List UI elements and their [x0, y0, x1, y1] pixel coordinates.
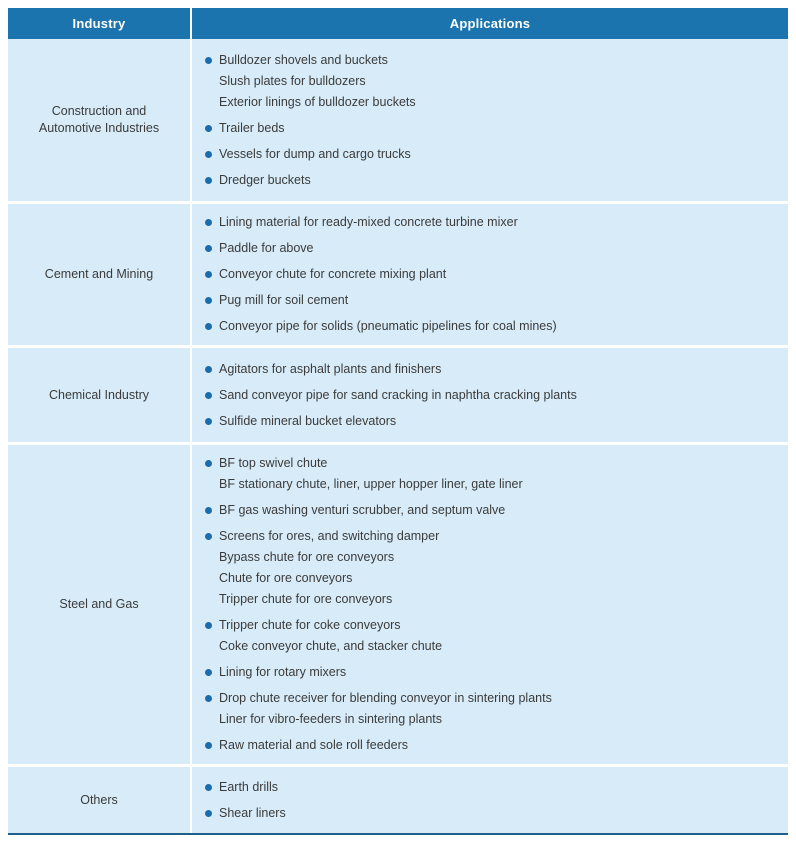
application-text: Tripper chute for ore conveyors [219, 592, 393, 606]
application-item [205, 547, 778, 568]
bullet-icon [205, 742, 212, 749]
bullet-icon [205, 323, 212, 330]
bullet-icon [205, 177, 212, 184]
application-group [205, 170, 778, 191]
application-item [205, 71, 778, 92]
bullet-icon [205, 297, 212, 304]
bullet-icon [205, 622, 212, 629]
application-text: Dredger buckets [219, 172, 311, 187]
bullet-icon [205, 460, 212, 467]
application-item [205, 316, 778, 337]
application-text: BF gas washing venturi scrubber, and septum valve [219, 503, 506, 517]
bullet-icon [205, 245, 212, 252]
applications-cell [190, 204, 788, 345]
application-item [205, 92, 778, 113]
indent-spacer [205, 557, 219, 558]
application-item [205, 709, 778, 730]
application-item [205, 290, 778, 311]
application-group [205, 500, 778, 521]
application-text: Tripper chute for coke conveyors [219, 618, 401, 632]
application-text: Conveyor chute for concrete mixing plant [219, 267, 447, 281]
application-group [205, 688, 778, 730]
application-item [205, 474, 778, 495]
bullet-icon [205, 271, 212, 278]
bottom-rule [8, 833, 788, 835]
header-applications-label: Applications [449, 16, 531, 31]
application-text: Bypass chute for ore conveyors [219, 550, 395, 564]
application-text: Agitators for asphalt plants and finishers [219, 361, 442, 376]
application-text: Lining for rotary mixers [219, 665, 347, 679]
bullet-icon [205, 784, 212, 791]
indent-spacer [205, 102, 219, 103]
application-text: Chute for ore conveyors [219, 571, 353, 585]
application-item [205, 359, 778, 380]
table-row [8, 39, 788, 201]
industry-cell [8, 39, 190, 201]
application-text: Paddle for above [219, 241, 314, 255]
application-item [205, 735, 778, 756]
table-body [8, 39, 788, 833]
industry-cell [8, 348, 190, 442]
bullet-icon [205, 57, 212, 64]
application-text: Lining material for ready-mixed concrete turbine mixer [219, 215, 518, 229]
table-row [8, 201, 788, 345]
bullet-icon [205, 219, 212, 226]
industry-label: Construction and Automotive Industries [38, 104, 160, 135]
application-text: BF stationary chute, liner, upper hopper liner, gate liner [219, 477, 523, 491]
bullet-icon [205, 695, 212, 702]
application-group [205, 316, 778, 337]
industry-label: Others [80, 792, 118, 807]
application-text: Slush plates for bulldozers [219, 73, 366, 88]
application-text: Screens for ores, and switching damper [219, 529, 440, 543]
application-text: Vessels for dump and cargo trucks [219, 146, 411, 161]
application-item [205, 212, 778, 233]
application-group [205, 662, 778, 683]
bullet-icon [205, 366, 212, 373]
industry-cell [8, 204, 190, 345]
industry-label: Chemical Industry [48, 387, 150, 402]
header-industry-label: Industry [72, 16, 126, 31]
application-text: Exterior linings of bulldozer buckets [219, 94, 416, 109]
bullet-icon [205, 418, 212, 425]
application-item [205, 264, 778, 285]
bullet-icon [205, 810, 212, 817]
application-group [205, 264, 778, 285]
application-item [205, 385, 778, 406]
header-cell-industry [8, 8, 190, 39]
application-group [205, 411, 778, 432]
application-group [205, 50, 778, 113]
application-item [205, 50, 778, 71]
table-row [8, 345, 788, 442]
bullet-icon [205, 669, 212, 676]
application-group [205, 212, 778, 233]
header-cell-applications [190, 8, 788, 39]
application-item [205, 777, 778, 798]
table-header [8, 8, 788, 39]
applications-cell [190, 39, 788, 201]
application-group [205, 735, 778, 756]
application-item [205, 526, 778, 547]
application-text: Pug mill for soil cement [219, 293, 349, 307]
application-item [205, 238, 778, 259]
applications-cell [190, 348, 788, 442]
bullet-icon [205, 533, 212, 540]
application-text: Sulfide mineral bucket elevators [219, 413, 397, 428]
bullet-icon [205, 151, 212, 158]
application-item [205, 589, 778, 610]
industry-cell [8, 767, 190, 833]
application-item [205, 662, 778, 683]
indent-spacer [205, 81, 219, 82]
application-group [205, 803, 778, 824]
application-group [205, 385, 778, 406]
application-group [205, 118, 778, 139]
industry-label: Steel and Gas [59, 597, 139, 611]
application-group [205, 777, 778, 798]
bullet-icon [205, 507, 212, 514]
application-group [205, 144, 778, 165]
application-item [205, 803, 778, 824]
application-text: Liner for vibro-feeders in sintering plants [219, 712, 443, 726]
application-text: Coke conveyor chute, and stacker chute [219, 639, 443, 653]
application-text: Sand conveyor pipe for sand cracking in naphtha cracking plants [219, 387, 577, 402]
application-text: Drop chute receiver for blending conveyor in sintering plants [219, 691, 552, 705]
applications-cell [190, 767, 788, 833]
application-item [205, 500, 778, 521]
application-item [205, 144, 778, 165]
bullet-icon [205, 392, 212, 399]
indent-spacer [205, 646, 219, 647]
application-text: BF top swivel chute [219, 456, 328, 470]
application-item [205, 453, 778, 474]
application-group [205, 615, 778, 657]
industry-applications-table [8, 8, 788, 835]
application-text: Bulldozer shovels and buckets [219, 52, 388, 67]
application-item [205, 568, 778, 589]
indent-spacer [205, 599, 219, 600]
indent-spacer [205, 578, 219, 579]
indent-spacer [205, 719, 219, 720]
industry-label: Cement and Mining [44, 267, 154, 281]
industry-cell [8, 445, 190, 764]
application-group [205, 453, 778, 495]
table-row [8, 442, 788, 764]
application-text: Conveyor pipe for solids (pneumatic pipelines for coal mines) [219, 319, 557, 333]
application-group [205, 290, 778, 311]
indent-spacer [205, 484, 219, 485]
application-text: Earth drills [219, 779, 279, 794]
application-item [205, 170, 778, 191]
application-item [205, 636, 778, 657]
applications-cell [190, 445, 788, 764]
application-text: Trailer beds [219, 120, 285, 135]
table-row [8, 764, 788, 833]
application-item [205, 411, 778, 432]
bullet-icon [205, 125, 212, 132]
application-item [205, 688, 778, 709]
application-group [205, 526, 778, 610]
application-item [205, 118, 778, 139]
application-text: Shear liners [219, 805, 286, 820]
application-group [205, 359, 778, 380]
application-text: Raw material and sole roll feeders [219, 738, 408, 752]
application-group [205, 238, 778, 259]
application-item [205, 615, 778, 636]
